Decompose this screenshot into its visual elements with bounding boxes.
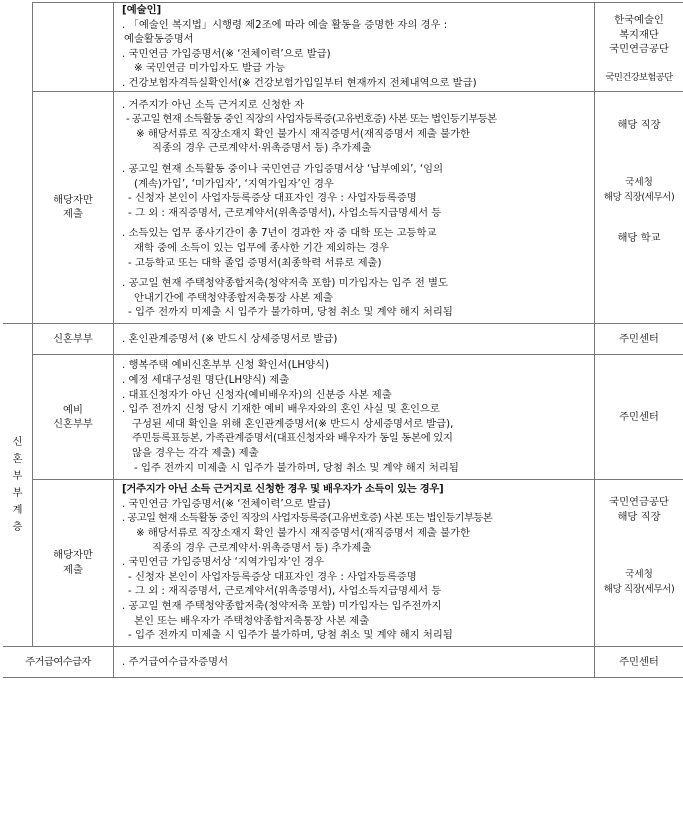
row-label [33, 480, 114, 647]
list-item: - 고등학교 또는 대학 졸업 증명서(최종학력 서류로 제출) [122, 256, 590, 271]
income-spouse-docs [114, 480, 595, 647]
list-item: - 신청자 본인이 사업자등록증상 대표자인 경우 : 사업자등록증명 [122, 570, 590, 585]
list-item: - 그 외 : 재직증명서, 근로계약서(위촉증명서), 사업소득지급명세서 등 [122, 584, 590, 599]
row-label: 신혼부부 [33, 323, 114, 355]
income-issuers [595, 91, 683, 323]
list-item: ※ 해당서류로 직장소재지 확인 불가시 재직증명서(재직증명서 제출 불가한 [122, 127, 590, 142]
income-spouse-issuers [595, 480, 683, 647]
issuer-label: 주민센터 [595, 323, 683, 355]
list-item: . 거주지가 아닌 소득 근거지로 신청한 자 [122, 98, 590, 113]
list-item: . 소득있는 업무 종사기간이 총 7년이 경과한 자 중 대학 또는 고등학교 [122, 226, 590, 241]
list-item: . 입주 전까지 신청 당시 기재한 예비 배우자와의 혼인 사실 및 혼인으로 [122, 402, 590, 417]
list-item: . 혼인관계증명서 (※ 반드시 상세증명서로 발급) [122, 332, 590, 347]
table-row-housing-benefit [3, 646, 683, 678]
issuer-label: 해당 직장(세무서) [596, 583, 682, 598]
list-item: . 예정 세대구성원 명단(LH양식) 제출 [122, 373, 590, 388]
group-cell-top [3, 3, 33, 324]
housing-benefit-docs [114, 646, 595, 678]
list-item: 재학 중에 소득이 있는 업무에 종사한 기간 제외하는 경우 [122, 241, 590, 256]
table-row-newlywed [3, 323, 683, 355]
list-item: . 건강보험자격득실확인서(※ 건강보험가입일부터 현재까지 전체내역으로 발급) [122, 76, 590, 91]
row-label-line: 신혼부부 [33, 417, 113, 432]
row-label [33, 91, 114, 323]
row-label-line: 예비 [33, 403, 113, 418]
list-item: ※ 해당서류로 직장소재지 확인 불가시 재직증명서(재직증명서 제출 불가한 [122, 526, 590, 541]
list-item: - 신청자 본인이 사업자등록증상 대표자인 경우 : 사업자등록증명 [122, 191, 590, 206]
issuer-label: 한국예술인 [596, 13, 682, 28]
row-label: 주거급여수급자 [3, 646, 114, 678]
row-label-empty [33, 3, 114, 92]
table-row-income [3, 91, 683, 323]
artist-issuers [595, 3, 683, 92]
row-label-line: 제출 [33, 563, 113, 578]
income-docs [114, 91, 595, 323]
list-item: 구성된 세대 확인을 위해 혼인관계증명서(※ 반드시 상세증명서로 발급), [122, 417, 590, 432]
document-table [3, 2, 683, 678]
issuer-label: 해당 직장(세무서) [596, 191, 682, 206]
issuer-label: 국민연금공단 [596, 495, 682, 510]
list-item: . 국민연금 가입증명서(※ ‘전체이력’으로 발급) [122, 47, 590, 62]
list-item: 본인 또는 배우자가 주택청약종합저축통장 사본 제출 [122, 614, 590, 629]
artist-heading: [예술인] [122, 3, 590, 18]
issuer-label: 복지재단 [596, 28, 682, 43]
issuer-label: 국민연금공단 [596, 42, 682, 57]
list-item: - 입주 전까지 미제출 시 입주가 불가하며, 당첨 취소 및 계약 해지 처리됨 [122, 305, 590, 320]
group-label: 신혼부부계층 [12, 434, 24, 536]
list-item: 주민등록표등본, 가족관계증명서(대표신청자와 배우자가 동일 동본에 있지 [122, 431, 590, 446]
list-item: (계속)가입’, ‘미가입자’, ‘지역가입자’인 경우 [122, 177, 590, 192]
list-item: - 공고일 현재 소득활동 중인 직장의 사업자등록증(고유번호증) 사본 또는 법인등기부등본 [122, 112, 590, 127]
issuer-label: 국세청 [596, 176, 682, 191]
list-item: . 공고일 현재 소득활동 중인 직장의 사업자등록증(고유번호증) 사본 또는 법인등기부등본 [122, 511, 590, 526]
issuer-label: 해당 학교 [596, 231, 682, 246]
list-item: . 주거급여수급자증명서 [122, 655, 590, 670]
list-item: . 행복주택 예비신혼부부 신청 확인서(LH양식) [122, 358, 590, 373]
list-item: - 그 외 : 재직증명서, 근로계약서(위촉증명서), 사업소득지급명세서 등 [122, 206, 590, 221]
list-item: 예술활동증명서 [122, 32, 590, 47]
artist-docs [114, 3, 595, 92]
list-item: ※ 국민연금 미가입자도 발급 가능 [122, 61, 590, 76]
list-item: . 「예술인 복지법」시행령 제2조에 따라 예술 활동을 증명한 자의 경우 : [122, 18, 590, 33]
list-item: 안내기간에 주택청약종합저축통장 사본 제출 [122, 291, 590, 306]
list-item: 직종의 경우 근로계약서·위촉증명서 등) 추가제출 [122, 541, 590, 556]
issuer-label: 주민센터 [595, 646, 683, 678]
list-item: - 입주 전까지 미제출 시 입주가 불가하며, 당첨 취소 및 계약 해지 처리됨 [122, 628, 590, 643]
row-label-line: 제출 [33, 207, 113, 222]
table-row-income-spouse [3, 480, 683, 647]
list-item: - 입주 전까지 미제출 시 입주가 불가하며, 당첨 취소 및 계약 해지 처리됨 [122, 461, 590, 476]
row-label [33, 355, 114, 480]
income-spouse-heading: [거주지가 아닌 소득 근거지로 신청한 경우 및 배우자가 소득이 있는 경우] [122, 482, 590, 497]
row-label-line: 해당자만 [33, 193, 113, 208]
issuer-label: 국민건강보험공단 [596, 71, 682, 86]
issuer-label: 국세청 [596, 568, 682, 583]
issuer-label: 주민센터 [595, 355, 683, 480]
prospective-docs [114, 355, 595, 480]
list-item: . 공고일 현재 주택청약종합저축(청약저축 포함) 미가입자는 입주전까지 [122, 599, 590, 614]
list-item: . 국민연금 가입증명서(※ ‘전체이력’으로 발급) [122, 497, 590, 512]
list-item: . 공고일 현재 소득활동 중이나 국민연금 가입증명서상 ‘납부예외’, ‘임의 [122, 162, 590, 177]
row-label-line: 해당자만 [33, 548, 113, 563]
list-item: 않을 경우는 각각 제출) 제출 [122, 446, 590, 461]
group-cell-newlywed [3, 323, 33, 646]
list-item: . 국민연금 가입증명서상 ‘지역가입자’인 경우 [122, 555, 590, 570]
issuer-label: 해당 직장 [596, 118, 682, 133]
list-item: . 대표신청자가 아닌 신청자(예비배우자)의 신분증 사본 제출 [122, 388, 590, 403]
list-item: . 공고일 현재 주택청약종합저축(청약저축 포함) 미가입자는 입주 전 별도 [122, 276, 590, 291]
issuer-label: 해당 직장 [596, 510, 682, 525]
table-row-prospective [3, 355, 683, 480]
table-row-artist [3, 3, 683, 92]
newlywed-docs [114, 323, 595, 355]
list-item: 직종의 경우 근로계약서·위촉증명서 등) 추가제출 [122, 141, 590, 156]
